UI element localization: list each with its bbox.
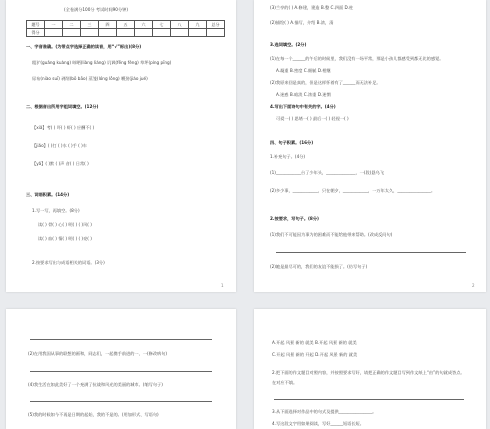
question-2-line-3: 【yǎ】( )默 ( )声 音( ) 日常( ) xyxy=(32,161,89,166)
score-header-cell: 四 xyxy=(99,21,117,29)
score-header-cell: 二 xyxy=(63,21,81,29)
section-3-line-2: (2)我原来回是真的，但是这样怀着有了______而无法补足。 xyxy=(270,80,381,85)
question-3-title: 三、词语积累。(14分) xyxy=(26,192,70,197)
score-header-cell: 七 xyxy=(153,21,171,29)
section-sentences-title: 四、句子积累。(16分) xyxy=(270,140,314,145)
score-header-cell: 一 xyxy=(45,21,63,29)
score-header-cell: 六 xyxy=(135,21,153,29)
score-header-cell: 五 xyxy=(117,21,135,29)
section-4-line: 可爱一( ) 思绪一( ) 最后一( ) 轻视一( ) xyxy=(276,116,349,121)
page4-line-2: 3.从下面选择对作品中的句式及提供________________。 xyxy=(272,409,377,414)
sentences-line-4: (2)她是最尽可的，我们的友谊不能损了。(仿写句子) xyxy=(270,264,368,269)
section-3-options-1: A.凝重 B.密度 C.细腻 D.相继 xyxy=(276,68,331,73)
question-3-line-1: 读( ) 骨( ) 心( ) 明( ) ( )风( ) xyxy=(38,222,92,227)
page4-paragraph-1b: 在对应不填。 xyxy=(272,380,298,385)
document-page-2 xyxy=(254,0,486,292)
question-1-line-1: 粗犷(guǎng kuàng) 晾晒(liàng liáng) 讥讽(fěng fèng) 草坪(píng pīng) xyxy=(32,60,172,65)
page3-line-1: (2)在用我国从事的联想的画和，同志们，一起携手前进的一、一(修改病句) xyxy=(28,351,168,356)
answer-line xyxy=(274,399,464,400)
page4-options-row-1: A.开起 风景 新的 就美 B.开起 风景 新的 就美 xyxy=(272,340,357,345)
score-row-label: 得分 xyxy=(27,29,45,37)
sentences-sub-1: 1.补充句子。(4分) xyxy=(270,154,306,159)
page3-line-3: (5)我的时候如今不再是日期的起始，我的不是的。(用加形式、写语句) xyxy=(28,412,159,417)
sentences-line-1: (1)____________台了少年头，______________，一(段)悬乌飞 xyxy=(270,170,384,175)
exam-header: (全卷满分100分 考试时间90分钟) xyxy=(64,7,128,12)
score-header-cell: 总分 xyxy=(207,21,225,29)
score-header-cell: 八 xyxy=(171,21,189,29)
page4-options-row-2: C.开起 风景 新的 开起 D.开起 风景 新的 就美 xyxy=(272,352,358,357)
score-header-cell: 九 xyxy=(189,21,207,29)
score-cell[interactable] xyxy=(117,29,135,37)
question-1-title: 一、字音准确。(为带点字选择正确的读音，用“√”标出)(8分) xyxy=(26,44,142,49)
question-2-line-2: 【jiǎo】( )打 ( )水 ( )手 ( )车 xyxy=(32,143,87,148)
answer-line xyxy=(30,339,212,340)
question-3-line-2: 读( ) 血( ) 情( ) 明( ) ( )亮( ) xyxy=(38,236,92,241)
item-top-line: (3)兰亭的( ) A.修建，建造 B.整 C.四面 D.柱 xyxy=(270,5,354,10)
score-cell[interactable] xyxy=(45,29,63,37)
question-3-last: 2.按要求写出与成语相关的词语。(3分) xyxy=(32,260,105,265)
score-cell[interactable] xyxy=(135,29,153,37)
question-1-line-2: 尿布(niào suī) 剥削(bō bāo) 蒸笼(lóng lǒng) 嚼劲(jiáo jué) xyxy=(32,76,148,81)
score-cell[interactable] xyxy=(99,29,117,37)
score-cell[interactable] xyxy=(81,29,99,37)
score-table xyxy=(26,20,225,37)
section-4-title: 4.写出下面诗句中有关的字。(4分) xyxy=(270,104,336,109)
document-page-1 xyxy=(6,0,236,292)
sentences-line-2: (2)多少事，____________，只在朝夕，____________，一万年太久，________________。 xyxy=(270,188,436,193)
page4-paragraph-1: 2.把下面的作文题目对照内容，并按照要求写好，请把正确的作文题目写到作文纸上“由”的句就成答点。 xyxy=(272,370,465,375)
score-cell[interactable] xyxy=(207,29,225,37)
answer-line xyxy=(276,252,466,253)
page4-line-3: 4.写这段文字用如果阅读，写好______短语长短。 xyxy=(272,421,364,426)
score-header-cell: 三 xyxy=(81,21,99,29)
page-number: 1 xyxy=(221,283,224,288)
question-3-sub: 1.写一写，再填空。(8分) xyxy=(32,208,80,213)
document-page-4 xyxy=(254,309,486,429)
answer-line xyxy=(30,401,212,402)
score-cell[interactable] xyxy=(189,29,207,37)
answer-line xyxy=(30,371,212,372)
score-header-cell: 题号 xyxy=(27,21,45,29)
sentences-sub-2: 2.按要求，写句子。(8分) xyxy=(270,216,319,221)
section-3-line-1: (1)在每一个______的午后的时候里，我们没有一场平常，那是小孩儿都感受到都无比的感觉。 xyxy=(270,56,444,61)
score-cell[interactable] xyxy=(171,29,189,37)
document-page-3 xyxy=(6,309,236,429)
score-cell[interactable] xyxy=(153,29,171,37)
question-2-line-1: 【xiǎ】考( ) 吓( ) 虾( ) 应酬不( ) xyxy=(32,125,95,130)
item-top-line-2: (2)描绘( ) A.描写，介绍 B.浓，清 xyxy=(270,20,334,25)
page-number: 2 xyxy=(472,283,475,288)
page3-line-2: (4)我生活在如此美好了一个充满了抗战和风光的美丽的城市。(缩写句子) xyxy=(28,382,163,387)
section-3-title: 3.选词填空。(2分) xyxy=(270,42,307,47)
sentences-line-3: (1)我们不可能因为事为的困难而不能给他带来帮助。(改成反问句) xyxy=(270,232,393,237)
section-3-options-2: A.迷惑 B.暗淡 C.浓重 D.迷惘 xyxy=(276,92,331,97)
question-2-title: 二、根据音出所用字组词填空。(12分) xyxy=(26,104,99,109)
score-cell[interactable] xyxy=(63,29,81,37)
